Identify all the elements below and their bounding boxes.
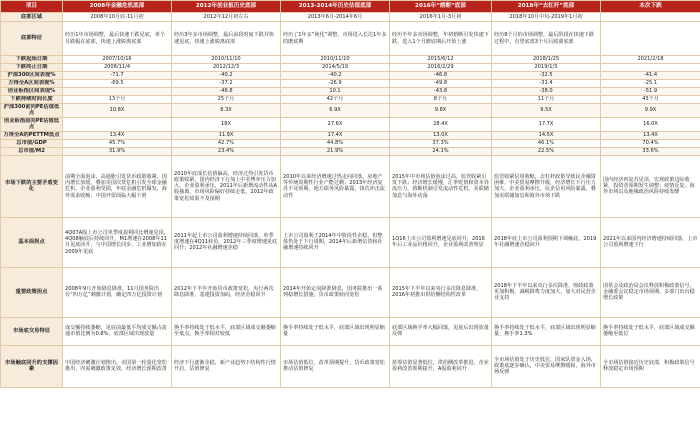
table-cell: 11.9X [172,131,281,139]
table-cell: 10.1 [281,88,390,96]
table-row [1,13,700,22]
table-cell: 23.4% [172,147,281,155]
table-cell: 经历8个月的市场调整，最后阶段在快速下跌过程中，有望底部3个月后脱离底部 [492,22,601,56]
table-cell: 9.5X [492,104,601,118]
row-label: 沪深300区间表现% [1,72,63,80]
table-cell: 全市场估值接近历史底部，积极政策信号释放稳定市场预期 [601,345,700,387]
table-cell: 国常会及政治局会议释放积极政策信号，金融委会议稳定市场预期，多部门出台稳增长政策 [601,267,700,317]
row-label: 市场底交易特征 [1,317,63,345]
table-cell: 2013年6月-2014年6月 [281,13,390,22]
table-cell: 成交额持续萎缩，见底前最低平均成交额占流通市值比例为0.8%，底部区域出现放量 [63,317,172,345]
table-cell: -43.8 [390,88,492,96]
table-cell: 2015/6/12 [390,56,492,64]
row-label: 万得全A区间表现% [1,80,63,88]
table-cell: 2014/5/19 [281,64,390,72]
table-cell: 经历3年多市场调整，最后前段时间下跌并快速见底，快速上涨脱离底部 [172,22,281,56]
table-cell: 14.5X [492,131,601,139]
table-cell: -51.9 [601,88,700,96]
table-cell: 2010年底成长估值偏高，经济过热引发货币政策收紧，国内经济下行加上中美博弈压力加大，企业盈利承压，2011年后新增流动性从A股抽离，市场风险偏好持续走低，2012年政策宽松效果不及预期 [172,155,281,217]
table-cell: 8.3X [172,104,281,118]
table-cell: 44.8% [281,139,390,147]
table-cell: 2007/10/16 [63,56,172,64]
table-cell: 2008年9月开始降息降准，11月国务院出台“四万亿”刺激计划，确定四万亿投资计划 [63,267,172,317]
table-cell: 25个月 [172,96,281,104]
table-cell: 1Q16上市公司盈利增速见底回升，2016年后工业品价格回升，企业盈利改善明显 [390,217,492,267]
table-cell: -25.1 [601,80,700,88]
row-label: 下跌起始日期 [1,56,63,64]
table-cell: 全市场估值处于历史低位，国家队资金入场，政策底逐步确认，中美贸易摩擦缓和，海外市场反弹 [492,345,601,387]
table-cell: 2018年下半年以来央行多次降准，财政政策更加积极，减税降费力度加大，加大对民营企业支持 [492,267,601,317]
row-label: 底部特征 [1,22,63,56]
table-cell: -49.8 [390,80,492,88]
table-cell: -40.2 [172,72,281,80]
table-cell: 2021/2/18 [601,56,700,64]
table-row [1,22,700,56]
table-cell: -46.8 [390,72,492,80]
table-cell: 10.8X [63,104,172,118]
table-cell: 2014年开始定向降准降息，国务院推出一系列稳增长措施，货币政策转向宽松 [281,267,390,317]
row-label: 沪深300前向PE估值低点 [1,104,63,118]
table-cell: -41.4 [601,72,700,80]
table-cell: 9.9X [601,104,700,118]
table-cell: 13个月 [63,96,172,104]
table-cell [601,22,700,56]
table-cell: 33.6% [601,147,700,155]
table-cell: 11个月 [492,96,601,104]
table-cell: 2015年中市场估值泡沫过高，监管收紧引发下跌；经济增长缓慢，汇率贬值和资本外流压力，熔断机制引发流动性危机，美联储加息与海外动荡 [390,155,492,217]
table-cell: 前期全面泡沫，高通胀引发货币政策收紧，国内增长放缓，叠加美国次贷危机引发全球金融危机，企业盈利受损，年底金融危机爆发，海外需求收缩，中国外贸面临大幅下滑 [63,155,172,217]
table-row [1,317,700,345]
table-cell: 45.7% [63,139,172,147]
row-label: 创业板指区间表现% [1,88,63,96]
table-cell: 蓝筹估值显著低位，供给侧改革推进，企业盈利改善预期提升，A股盈利回升 [390,345,492,387]
row-label: 下跌终止日期 [1,64,63,72]
table-cell [63,117,172,131]
table-cell: 2018年10月中旬-2019年1月初 [492,13,601,22]
table-cell: 17.7X [492,117,601,131]
table-cell: 2010/11/10 [281,56,390,64]
table-cell: -69.5 [63,80,172,88]
table-header [1,1,700,13]
table-row [1,72,700,80]
row-label: 下跌持续时间长度 [1,96,63,104]
table-cell: 2016年1月-3月初 [390,13,492,22]
table-cell: 2010/11/10 [172,56,281,64]
table-row [1,155,700,217]
table-cell: 21.9% [281,147,390,155]
table-row [1,64,700,72]
table-cell: -38.0 [492,88,601,96]
table-cell: 9.8X [390,104,492,118]
table-cell: 2021年以来国内经济增速持续回落，上市公司盈利增速下行 [601,217,700,267]
row-label: 市场触底回升的支撑因素 [1,345,63,387]
header-period: 2018年“去杠杆”底部 [492,1,601,13]
table-cell: 13.4X [601,131,700,139]
table-row [1,117,700,131]
table-cell: 24.1% [390,147,492,155]
table-cell: 42.7% [172,139,281,147]
table-cell: 13.0X [390,131,492,139]
table-cell [601,13,700,22]
table-cell: 16.0X [601,117,700,131]
table-cell: 2016/2/29 [390,64,492,72]
row-label: 万得全A的PETTM低点 [1,131,63,139]
table-cell: 中国经济刺激计划推出，美国第一轮量化宽松推出，内需刺激政策见效，经济增长预期改善 [63,345,172,387]
table-cell: 43个月 [601,96,700,104]
table-cell: 2012年12月初左右 [172,13,281,22]
table-cell: 国内经济再复苏见顶，宏观政策边际收紧，投资者预期发生调整；疫情反复、海外市场以及地缘政治风险持续发酵 [601,155,700,217]
header-period: 2016年“熔断”底部 [390,1,492,13]
table-cell: -32.5 [492,72,601,80]
table-cell: 2011年起上市公司盈利增速持续回落，单季度增速在4Q11转负，2012年三季度增速见底回升；2012年社融增速企稳 [172,217,281,267]
table-cell [63,88,172,96]
table-cell: -37.2 [172,80,281,88]
header-item: 项目 [1,1,63,13]
header-period: 2013-2014年历史估值底部 [281,1,390,13]
table-cell: 17.4X [281,131,390,139]
table-cell: 13.4X [63,131,172,139]
header-period: 2008年金融危机底部 [63,1,172,13]
table-cell: 6.9X [281,104,390,118]
table-cell: 46.1% [492,139,601,147]
row-label: 市场下跌的主要矛盾变化 [1,155,63,217]
row-label: 创业板指前向PE估值低点 [1,117,63,131]
table-row [1,104,700,118]
table-cell: 底部区域换手率大幅回落，见底后出现放量反弹 [390,317,492,345]
table-cell: 2015年下半年以来央行多次降息降准，2016年初推出供给侧结构性改革 [390,267,492,317]
table-cell: 换手率持续处于低水平，底部区域出现明显缩量，换手率1.3% [492,317,601,345]
table-row [1,88,700,96]
table-cell: 18X [172,117,281,131]
table-row [1,139,700,147]
table-cell: -40.2 [281,72,390,80]
table-cell: 4Q07A股上市公司单季度盈利同比增速见顶，4Q08触底后持续回升，M1增速在2008年11月见底回升，与中国增长同步，工业增加值在2009年见底 [63,217,172,267]
header-period: 本次下跌 [601,1,700,13]
table-cell: 上市公司盈利于2014年中阶段性企稳，但整体仍处于下行周期，2014年后新增信贷和社融增速持续回升 [281,217,390,267]
table-cell: 2008/11/4 [63,64,172,72]
table-cell: 42个月 [281,96,390,104]
row-label: 重要政策拐点 [1,267,63,317]
table-cell: 经历半年多市场调整，年初熔断引发快速下跌，进入1个月磨底期后开始上涨 [390,22,492,56]
table-cell: 2012/12/3 [172,64,281,72]
table-cell: 8个月 [390,96,492,104]
table-row [1,56,700,64]
table-row [1,131,700,139]
table-cell: 2019/1/3 [492,64,601,72]
table-row [1,80,700,88]
table-cell: 换手率持续处于低水平，底部区域出现明显缩量 [281,317,390,345]
table-cell: 2012年下半年开始货币政策宽松，央行两次降息降准，基建投资加码，经济企稳回升 [172,267,281,317]
table-row [1,267,700,317]
table-cell: 经济下行逐渐企稳，新产业趋势下结构性行情开启，估值修复 [172,345,281,387]
table-cell [601,64,700,72]
table-cell: 28.4X [390,117,492,131]
table-cell: 经历了1年多“钝化”调整，市场进入长达1年多的磨底期 [281,22,390,56]
table-cell: 市场估值低位，改革预期提升，货币政策宽松推动估值修复 [281,345,390,387]
table-cell: 监管收紧信用收缩，去杠杆政策导致民企融资困难，中美贸易摩擦升级，经济增长下行压力加大，企业盈利承压，民企信用风险暴露，叠加美联储加息和海外市场下跌 [492,155,601,217]
table-cell: 70.4% [601,139,700,147]
table-cell: 37.3% [390,139,492,147]
table-cell: -26.9 [281,80,390,88]
table-cell: -71.7 [63,72,172,80]
table-cell: 2018/1/25 [492,56,601,64]
table-cell: 31.9% [63,147,172,155]
table-cell: -46.8 [172,88,281,96]
table-row [1,96,700,104]
table-cell: 2018年底上市公司盈利预期下调触底，2019年社融增速企稳回升 [492,217,601,267]
table-cell: -31.4 [492,80,601,88]
table-cell: 27.6X [281,117,390,131]
row-label: 底部区域 [1,13,63,22]
table-row [1,217,700,267]
table-body [1,13,700,388]
table-cell: 2008年10月底-11月初 [63,13,172,22]
table-cell: 22.5% [492,147,601,155]
header-period: 2012年创业板历史底部 [172,1,281,13]
table-row [1,345,700,387]
table-cell: 换手率持续处于低水平，底部区域成交额萎缩至低点，换手率相对较低 [172,317,281,345]
row-label: 总市值/M2 [1,147,63,155]
table-cell: 2010年以来经济增速过热走向回落，房地产等传统周期性行业产能过剩；2013年经济复苏不及预期，地方债务风险暴露，钱荒冲击流动性 [281,155,390,217]
table-cell: 经历1年市场调整，最后快速下跌见底，单个月跌幅在底部，快速上涨脱离底部 [63,22,172,56]
row-label: 基本面拐点 [1,217,63,267]
table-cell: 换手率持续处于低水平，底部区域成交额萎缩至低位 [601,317,700,345]
table-row [1,147,700,155]
row-label: 总市值/GDP [1,139,63,147]
